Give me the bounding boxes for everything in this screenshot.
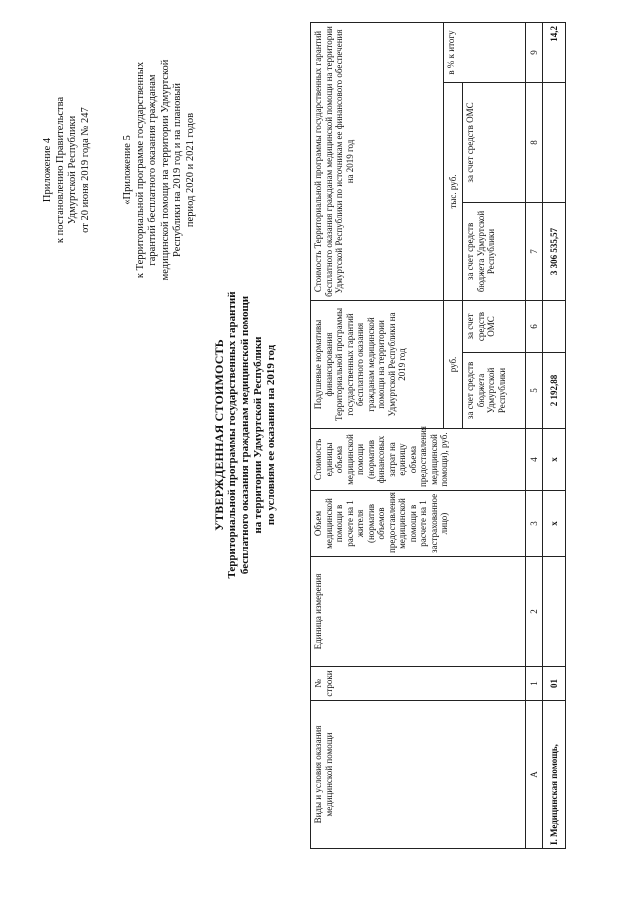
row-total-oms <box>543 83 566 203</box>
row-total-budget: 3 306 535,57 <box>543 203 566 301</box>
row-unit-cost: х <box>543 429 566 491</box>
column-number: А <box>526 701 543 849</box>
header-volume: Объем медицинской помощи в расчете на 1 жителя (норматив объемов предоставления медицинской помощи в расчете на 1 застрахованное лицо) <box>311 491 526 557</box>
header-total-budget: за счет средств бюджета Удмуртской Республики <box>463 203 526 301</box>
column-number: 3 <box>526 491 543 557</box>
row-per-capita-budget: 2 192,88 <box>543 353 566 429</box>
table-row <box>543 22 566 848</box>
appendix-4-line: от 20 июня 2019 года № 247 <box>79 107 91 233</box>
header-types: Виды и условия оказания медицинской помощи <box>311 701 526 849</box>
row-per-capita-oms <box>543 301 566 353</box>
row-unit <box>543 557 566 667</box>
document-subtitle-line: бесплатного оказания гражданам медицинской помощи <box>239 295 251 575</box>
column-number-row <box>526 22 543 848</box>
document-heading <box>212 245 278 625</box>
column-number: 5 <box>526 353 543 429</box>
appendix-4-line: Приложение 4 <box>42 137 53 203</box>
appendix-4-line: Удмуртской Республики <box>67 115 78 225</box>
column-number: 7 <box>526 203 543 301</box>
column-number: 1 <box>526 667 543 701</box>
header-pct-total: в % к итогу <box>444 22 526 82</box>
row-pct: 14,2 <box>543 22 566 82</box>
document-subtitle-line: на территории Удмуртской Республики <box>252 336 264 534</box>
appendix-5-line: медицинской помощи на территории Удмуртской <box>159 59 171 281</box>
appendix-5-line: к Территориальной программе государственных <box>134 61 146 279</box>
appendix-5-line: Республики на 2019 год и на плановый <box>172 83 183 257</box>
header-rub: руб. <box>444 301 463 429</box>
appendix-5-line: «Приложение 5 <box>122 135 133 205</box>
appendix-5-line: гарантий бесплатного оказания гражданам <box>147 74 158 266</box>
document-subtitle-line: Территориальной программы государственных гарантий <box>226 291 238 579</box>
appendix-5-reference <box>122 35 197 305</box>
document-title: УТВЕРЖДЕННАЯ СТОИМОСТЬ <box>212 339 226 531</box>
header-thous-rub: тыс. руб. <box>444 83 463 301</box>
appendix-4-line: к постановлению Правительства <box>54 96 66 244</box>
row-name: I. Медицинская помощь, <box>543 701 566 849</box>
header-per-capita-budget: за счет средств бюджета Удмуртской Республики <box>463 353 526 429</box>
header-unit-cost: Стоимость единицы объема медицинской помощи (норматив финансовых затрат на единицу объема предоставления медицинской помощи), руб. <box>311 429 526 491</box>
header-row-number: № строки <box>311 667 526 701</box>
column-number: 2 <box>526 557 543 667</box>
column-number: 6 <box>526 301 543 353</box>
header-per-capita: Подушевые нормативы финансирования Территориальной программы государственных гарантий бесплатного оказания гражданам медицинской помощи на территории Удмуртской Республики на 2019 год <box>311 301 444 429</box>
column-number: 8 <box>526 83 543 203</box>
appendix-4-reference <box>42 35 92 305</box>
header-total-oms: за счет средств ОМС <box>463 83 526 203</box>
column-number: 9 <box>526 22 543 82</box>
appendix-5-line: период 2020 и 2021 годов <box>184 112 196 228</box>
row-volume: х <box>543 491 566 557</box>
header-total-cost: Стоимость Территориальной программы государственных гарантий бесплатного оказания гражданам медицинской помощи на территории Удмуртской Республики по источникам ее финансового обеспечения на 2019 год <box>311 22 444 300</box>
header-per-capita-oms: за счет средств ОМС <box>463 301 526 353</box>
cost-table <box>310 22 566 849</box>
table-header-row <box>311 22 444 848</box>
document-subtitle-line: по условиям ее оказания на 2019 год <box>265 344 277 526</box>
row-number: 01 <box>543 667 566 701</box>
header-unit: Единица измерения <box>311 557 526 667</box>
column-number: 4 <box>526 429 543 491</box>
